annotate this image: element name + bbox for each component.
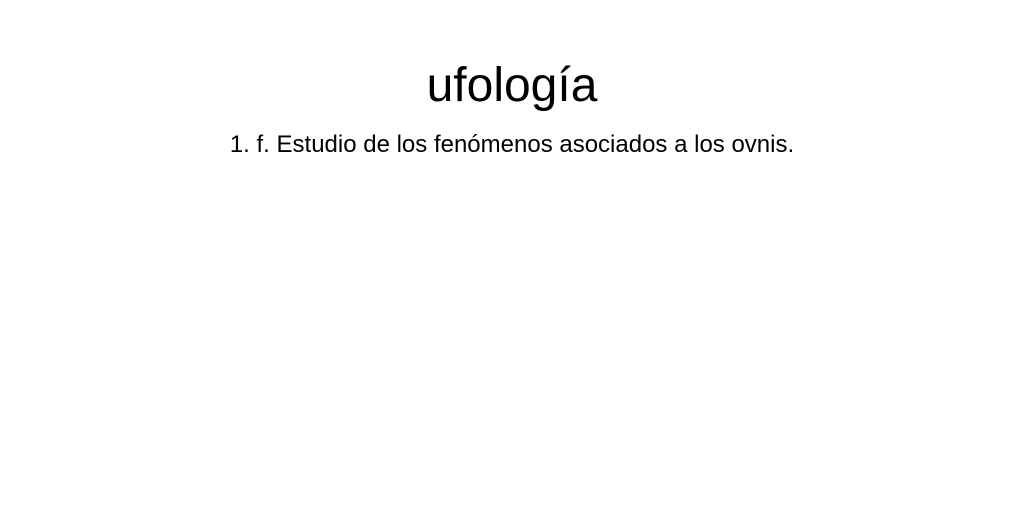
definition-1: 1. f. Estudio de los fenómenos asociados a los ovnis.	[229, 131, 795, 158]
headword: ufología	[426, 59, 598, 112]
